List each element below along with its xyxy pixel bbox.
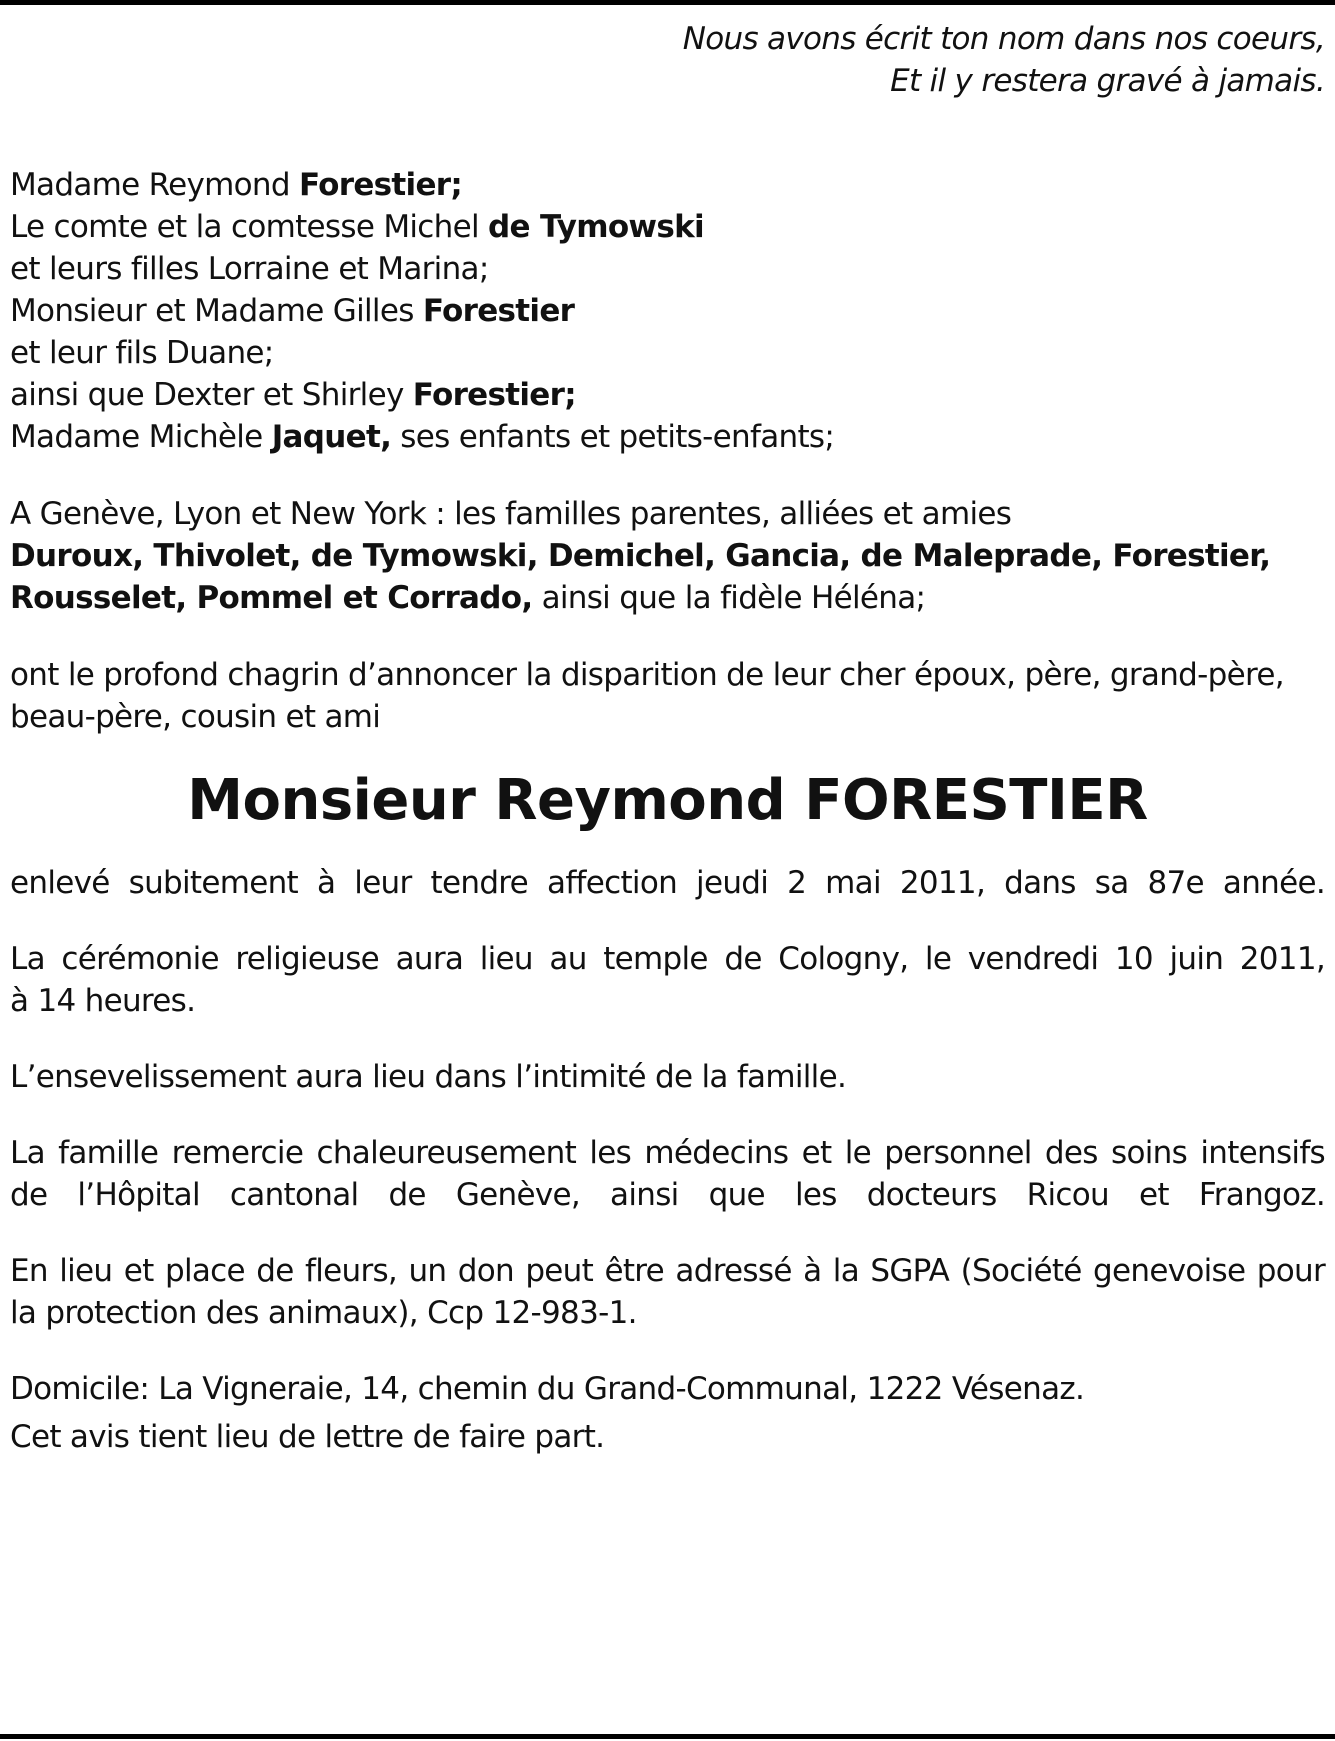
donation-line: la protection des animaux), Ccp 12-983-1. — [10, 1295, 637, 1331]
top-rule — [0, 0, 1335, 5]
ceremony-line: à 14 heures. — [10, 983, 196, 1019]
family-text: Le comte et la comtesse Michel — [10, 209, 489, 245]
family-text: Madame Michèle — [10, 419, 272, 455]
ceremony-paragraph — [10, 938, 1325, 1022]
epigraph-line: Et il y restera gravé à jamais. — [890, 63, 1325, 99]
announcement-line: beau-père, cousin et ami — [10, 699, 381, 735]
thanks-line: de l’Hôpital cantonal de Genève, ainsi que les docteurs Ricou et Frangoz. — [10, 1177, 1325, 1213]
epigraph — [10, 18, 1325, 102]
ceremony-line: La cérémonie religieuse aura lieu au temple de Cologny, le vendredi 10 juin 2011, — [10, 941, 1325, 977]
relatives-names: Duroux, Thivolet, de Tymowski, Demichel, Gancia, de Maleprade, Forestier, — [10, 538, 1271, 574]
family-name: de Tymowski — [488, 209, 704, 245]
family-line — [10, 164, 1325, 206]
family-line: et leurs filles Lorraine et Marina; — [10, 251, 489, 287]
announcement-paragraph — [10, 654, 1325, 738]
family-name: Forestier; — [298, 167, 463, 203]
deceased-name-heading: Monsieur Reymond FORESTIER — [187, 768, 1148, 833]
burial-line: L’ensevelissement aura lieu dans l’intimité de la famille. — [10, 1059, 847, 1095]
family-name: Jaquet, — [271, 419, 392, 455]
notice-line: Cet avis tient lieu de lettre de faire part. — [10, 1419, 605, 1455]
relatives-line — [10, 535, 1325, 577]
relatives-line — [10, 577, 1325, 619]
family-text: Madame Reymond — [10, 167, 299, 203]
family-list — [10, 164, 1325, 458]
family-line — [10, 416, 1325, 458]
thanks-paragraph — [10, 1132, 1325, 1216]
obituary-notice — [10, 18, 1325, 1458]
family-line — [10, 374, 1325, 416]
announcement-line: ont le profond chagrin d’annoncer la disparition de leur cher époux, père, grand-père, — [10, 657, 1284, 693]
thanks-line: La famille remercie chaleureusement les médecins et le personnel des soins intensifs — [10, 1135, 1325, 1171]
family-text: Monsieur et Madame Gilles — [10, 293, 423, 329]
family-name: Forestier; — [412, 377, 576, 413]
family-line: et leur fils Duane; — [10, 335, 274, 371]
domicile-line: Domicile: La Vigneraie, 14, chemin du Grand-Communal, 1222 Vésenaz. — [10, 1371, 1085, 1407]
epigraph-line: Nous avons écrit ton nom dans nos coeurs, — [682, 21, 1325, 57]
family-text: ainsi que Dexter et Shirley — [10, 377, 413, 413]
relatives-paragraph — [10, 493, 1325, 619]
passing-line: enlevé subitement à leur tendre affection jeudi 2 mai 2011, dans sa 87e année. — [10, 865, 1325, 901]
family-line — [10, 206, 1325, 248]
family-name: Forestier — [422, 293, 575, 329]
bottom-rule — [0, 1734, 1335, 1739]
family-text: ses enfants et petits-enfants; — [391, 419, 835, 455]
relatives-names: Rousselet, Pommel et Corrado, — [10, 580, 533, 616]
family-line — [10, 290, 1325, 332]
relatives-text: ainsi que la fidèle Héléna; — [532, 580, 926, 616]
relatives-line: A Genève, Lyon et New York : les familles parentes, alliées et amies — [10, 496, 1012, 532]
donation-paragraph — [10, 1250, 1325, 1334]
donation-line: En lieu et place de fleurs, un don peut être adressé à la SGPA (Société genevoise pour — [10, 1253, 1325, 1289]
